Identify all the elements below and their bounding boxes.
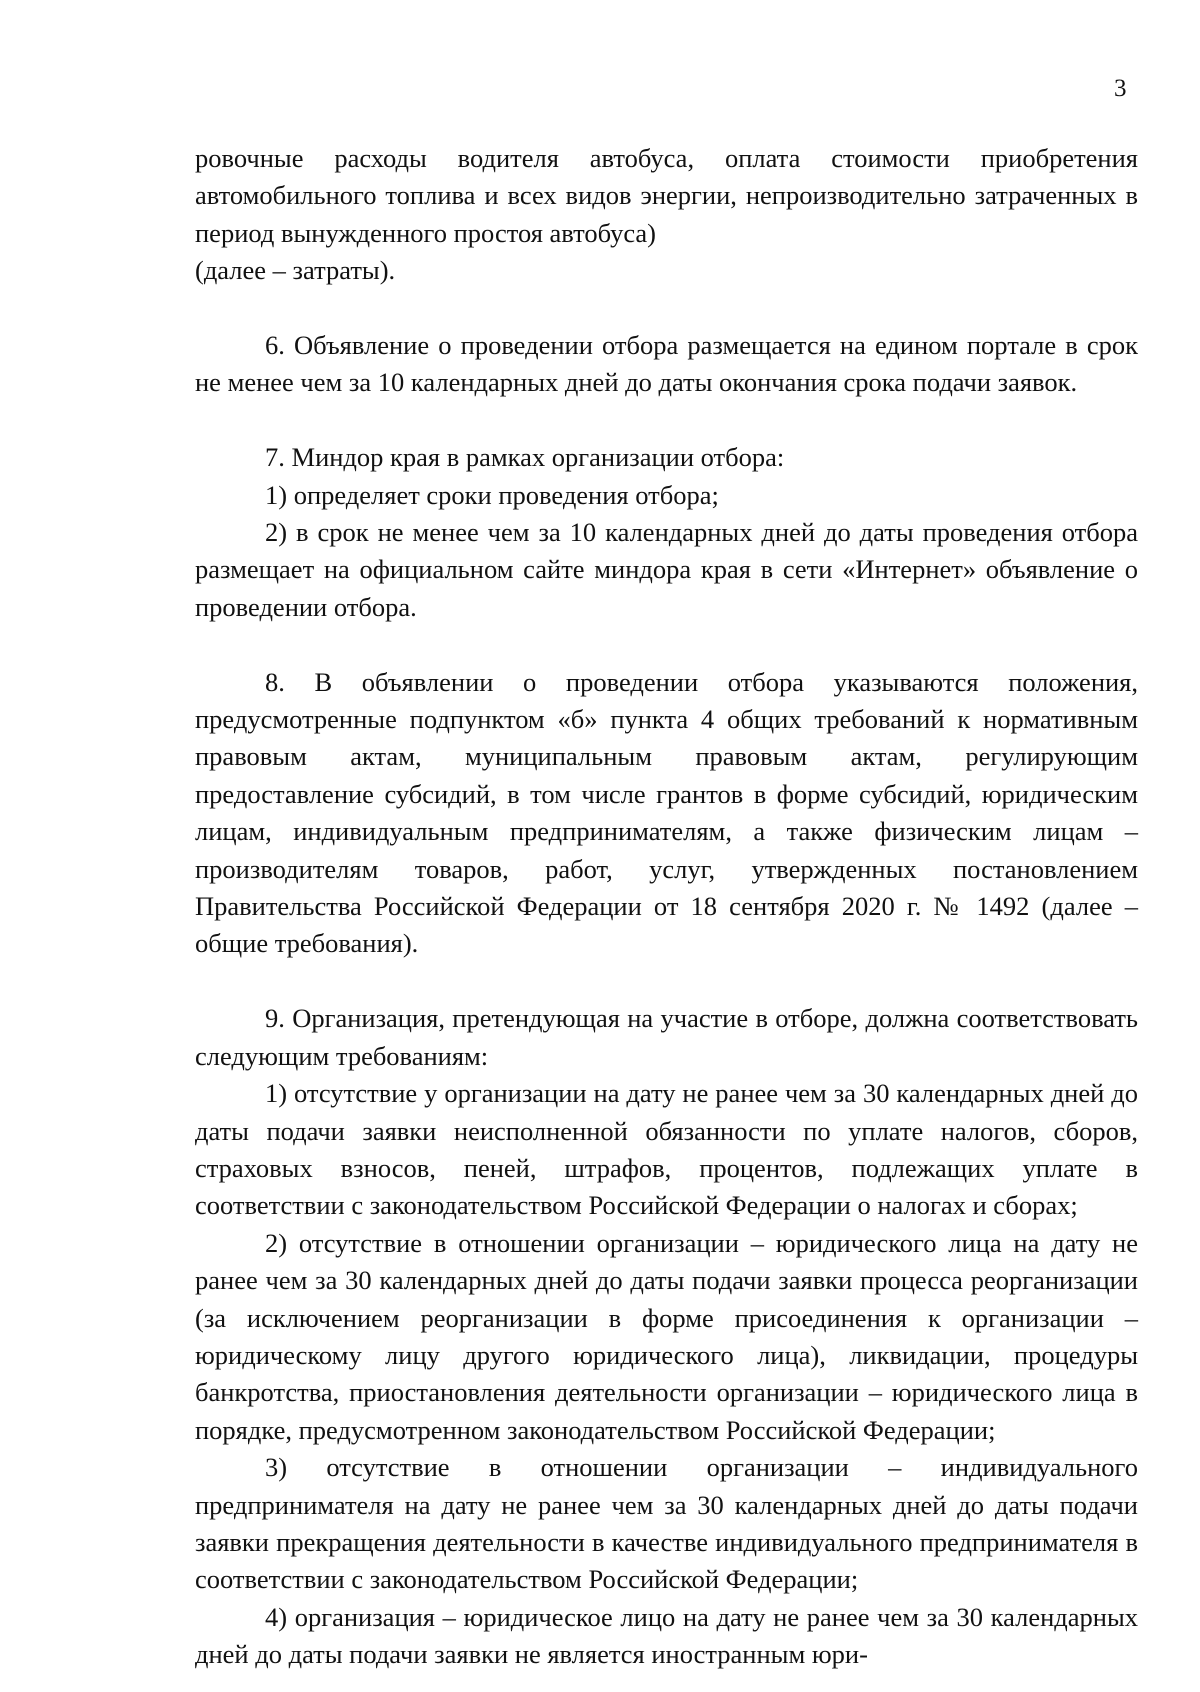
paragraph-9-item-4: 4) организация – юридическое лицо на дату не ранее чем за 30 календарных дней до даты подачи заявки не является иностранным юри- xyxy=(195,1601,1138,1670)
paragraph-6: 6. Объявление о проведении отбора размещается на едином портале в срок не менее чем за 10 календарных дней до даты окончания срока подачи заявок. xyxy=(195,330,1138,398)
paragraph-7: 7. Миндор края в рамках организации отбора: xyxy=(265,442,785,473)
paragraph-costs-definition: (далее – затраты). xyxy=(195,255,396,286)
paragraph-8: 8. В объявлении о проведении отбора указываются положения, предусмотренные подпунктом «б» пункта 4 общих требований к нормативным правовым актам, муниципальным правовым актам, регулирующим предоставление субсидий, в том числе грантов в форме субсидий, юридическим лицам, индивидуальным предпринимателям, а также физическим лицам – производителям товаров, работ, услуг, утвержденных постановлением Правительства Российской Федерации от 18 сентября 2020 г. № 1492 (далее – общие требования). xyxy=(195,666,1138,959)
paragraph-7-item-2: 2) в срок не менее чем за 10 календарных дней до даты проведения отбора размещает на официальном сайте миндора края в сети «Интернет» объявление о проведении отбора. xyxy=(195,517,1138,622)
page-number: 3 xyxy=(1114,75,1127,102)
document-body xyxy=(195,140,1138,1674)
paragraph-9-item-2: 2) отсутствие в отношении организации – юридического лица на дату не ранее чем за 30 календарных дней до даты подачи заявки процесса реорганизации (за исключением реорганизации в форме присоединения к организации – юридическому лицу другого юридического лица), ликвидации, процедуры банкротства, приостановления деятельности организации – юридического лица в порядке, предусмотренном законодательством Российской Федерации; xyxy=(195,1227,1138,1445)
paragraph-9-item-1: 1) отсутствие у организации на дату не ранее чем за 30 календарных дней до даты подачи заявки неисполненной обязанности по уплате налогов, сборов, страховых взносов, пеней, штрафов, процентов, подлежащих уплате в соответствии с законодательством Российской Федерации о налогах и сборах; xyxy=(195,1078,1138,1221)
paragraph-9: 9. Организация, претендующая на участие в отборе, должна соответствовать следующим требованиям: xyxy=(195,1003,1138,1071)
paragraph-costs-continued: ровочные расходы водителя автобуса, оплата стоимости приобретения автомобильного топлива и всех видов энергии, непроизводительно затраченных в период вынужденного простоя автобуса) xyxy=(195,143,1138,248)
paragraph-9-item-3: 3) отсутствие в отношении организации – индивидуального предпринимателя на дату не ранее чем за 30 календарных дней до даты подачи заявки прекращения деятельности в качестве индивидуального предпринимателя в соответствии с законодательством Российской Федерации; xyxy=(195,1452,1138,1595)
paragraph-7-item-1: 1) определяет сроки проведения отбора; xyxy=(265,479,719,510)
